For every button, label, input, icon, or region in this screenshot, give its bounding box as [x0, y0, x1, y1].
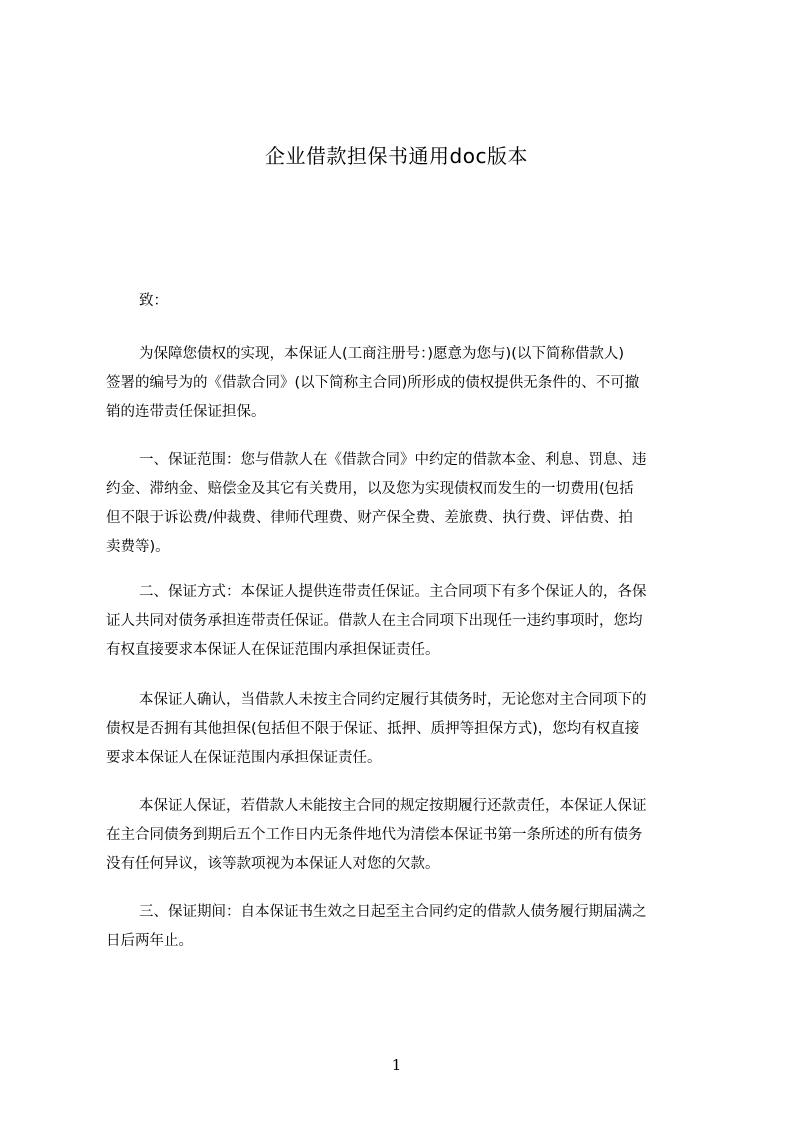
paragraph-guarantor-undertaking	[106, 792, 700, 879]
paragraph-guarantee-intro	[106, 340, 700, 427]
paragraph-line: 约金、滞纳金、赔偿金及其它有关费用，以及您为实现债权而发生的一切费用(包括	[106, 481, 634, 497]
paragraph-line: 二、保证方式：本保证人提供连带责任保证。主合同项下有多个保证人的，各保	[139, 584, 647, 600]
salutation: 致：	[139, 293, 168, 309]
paragraph-guarantee-scope	[106, 446, 700, 562]
paragraph-line: 债权是否拥有其他担保(包括但不限于保证、抵押、质押等担保方式)，您均有权直接	[106, 721, 640, 737]
paragraph-guarantor-confirmation	[106, 686, 700, 773]
document-title: 企业借款担保书通用doc版本	[265, 144, 528, 168]
paragraph-line: 签署的编号为的《借款合同》(以下简称主合同)所形成的债权提供无条件的、不可撤	[106, 375, 640, 391]
paragraph-line: 卖费等)。	[106, 539, 170, 555]
paragraph-line: 但不限于诉讼费/仲裁费、律师代理费、财产保全费、差旅费、执行费、评估费、拍	[106, 510, 633, 526]
paragraph-line: 在主合同债务到期后五个工作日内无条件地代为清偿本保证书第一条所述的所有债务	[106, 827, 643, 843]
paragraph-line: 没有任何异议，该等款项视为本保证人对您的欠款。	[106, 856, 440, 872]
paragraph-line: 三、保证期间：自本保证书生效之日起至主合同约定的借款人债务履行期届满之	[139, 904, 647, 920]
paragraph-line: 证人共同对债务承担连带责任保证。借款人在主合同项下出现任一违约事项时，您均	[106, 613, 643, 629]
paragraph-line: 销的连带责任保证担保。	[106, 404, 266, 420]
paragraph-line: 一、保证范围：您与借款人在《借款合同》中约定的借款本金、利息、罚息、违	[139, 452, 647, 468]
paragraph-line: 本保证人确认，当借款人未按主合同约定履行其债务时，无论您对主合同项下的	[139, 692, 647, 708]
paragraph-line: 为保障您债权的实现，本保证人(工商注册号：)愿意为您与)(以下简称借款人)	[139, 346, 625, 362]
paragraph-line: 本保证人保证，若借款人未能按主合同的规定按期履行还款责任，本保证人保证	[139, 798, 647, 814]
page-number: 1	[391, 1056, 402, 1074]
paragraph-guarantee-period	[106, 898, 700, 956]
paragraph-guarantee-method	[106, 578, 700, 665]
paragraph-line: 日后两年止。	[106, 933, 193, 949]
paragraph-line: 要求本保证人在保证范围内承担保证责任。	[106, 750, 382, 766]
paragraph-line: 有权直接要求本保证人在保证范围内承担保证责任。	[106, 642, 440, 658]
